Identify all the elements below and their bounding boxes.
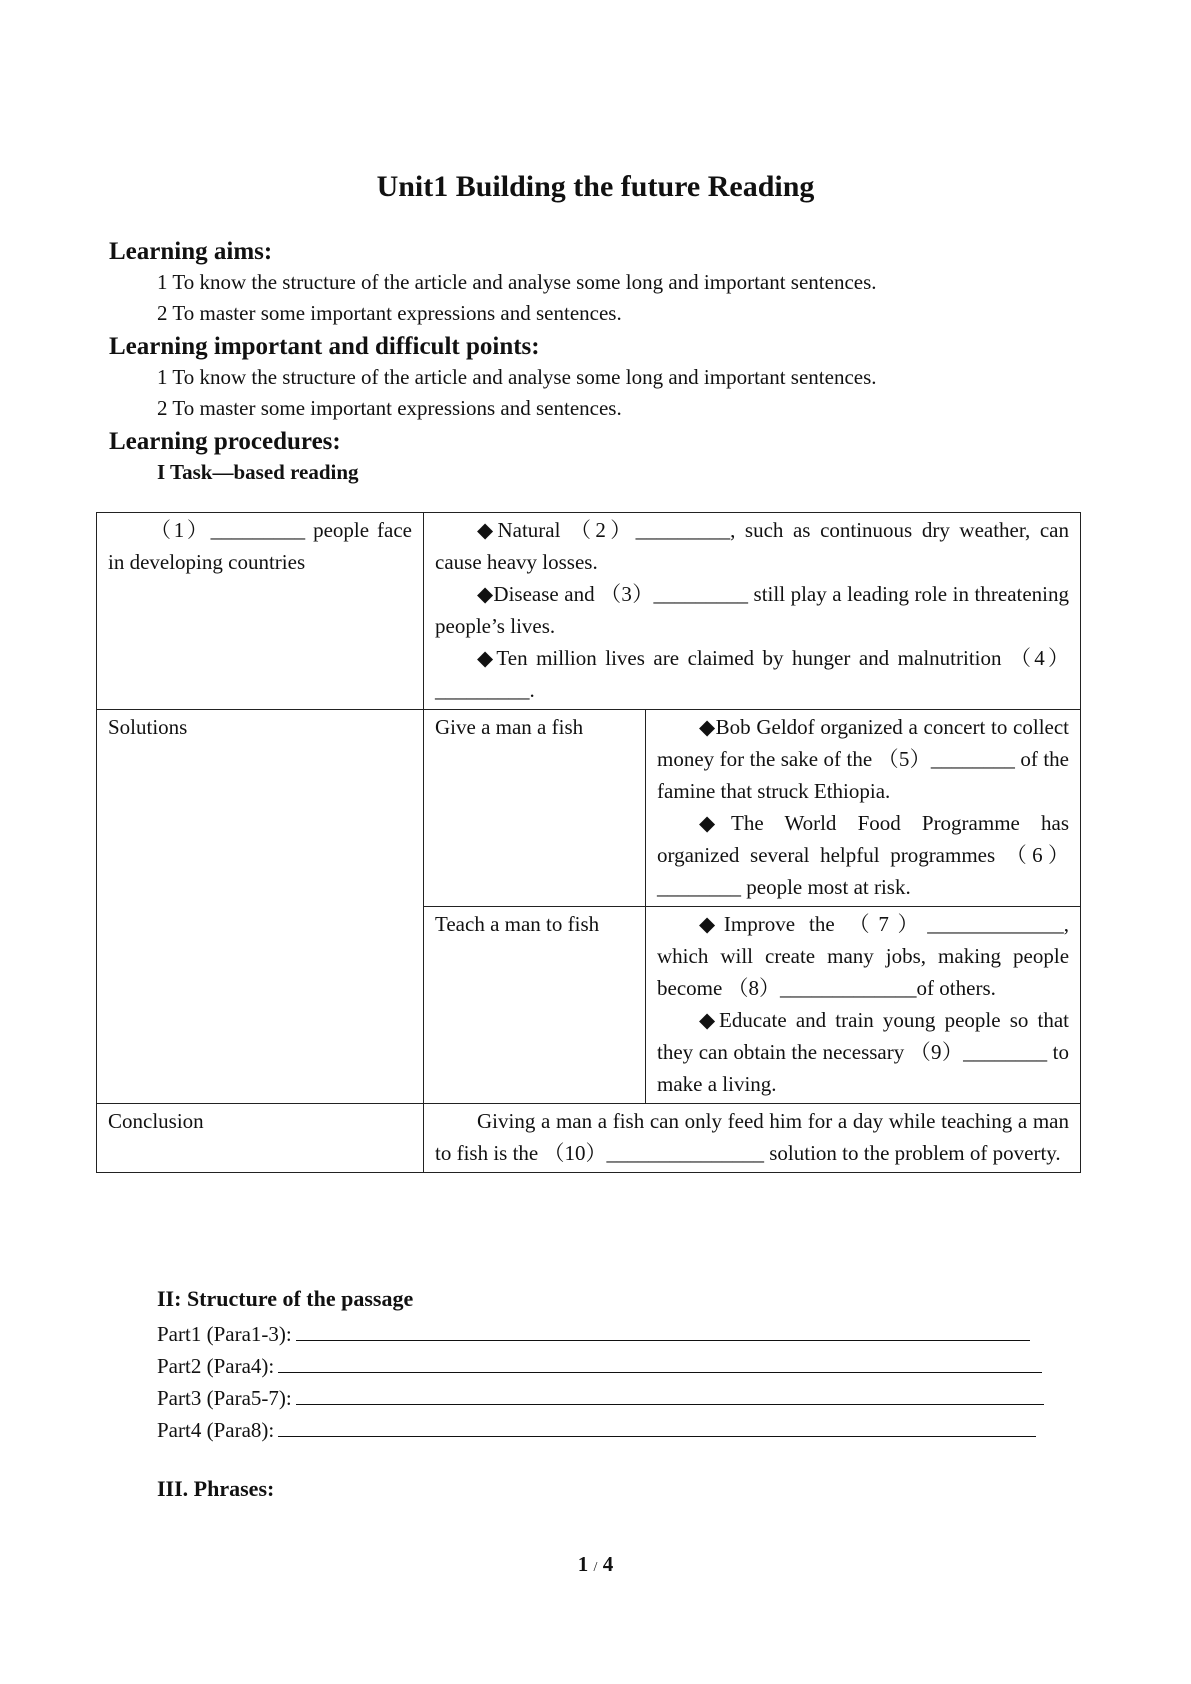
fish-bullet-2: ◆The World Food Programme has organized several helpful programmes （6）________ people most at risk.: [657, 811, 1070, 899]
phrases-heading: III. Phrases:: [157, 1476, 275, 1501]
structure-part-2: [157, 1350, 1042, 1379]
part-4-answer-line[interactable]: [278, 1414, 1036, 1437]
teach-fish-details-cell: [646, 907, 1081, 1104]
page-separator: /: [593, 1560, 598, 1575]
task-reading-table: [96, 512, 1081, 1173]
problems-cell: （1）_________ people face in developing countries: [97, 513, 424, 710]
part-4-label: Part4 (Para8):: [157, 1418, 275, 1442]
teach-bullet-1: ◆Improve the （7）_____________, which will create many jobs, making people become （8）_____________of others.: [657, 912, 1070, 1000]
key-point-1: 1 To know the structure of the article and analyse some long and important sentences.: [157, 365, 877, 389]
problem-bullet-3: ◆Ten million lives are claimed by hunger and malnutrition （4）_________.: [435, 646, 1070, 702]
table-row-solutions: [97, 710, 1081, 907]
structure-part-4: [157, 1414, 1036, 1443]
structure-heading: II: Structure of the passage: [157, 1286, 414, 1311]
give-fish-details-cell: [646, 710, 1081, 907]
table-row-conclusion: [97, 1104, 1081, 1173]
learning-aim-2: 2 To master some important expressions and sentences.: [157, 301, 622, 325]
part-3-answer-line[interactable]: [296, 1382, 1044, 1405]
conclusion-cell: Conclusion: [97, 1104, 424, 1173]
page-total: 4: [602, 1552, 614, 1576]
page-number: [0, 1552, 1191, 1577]
task-reading-heading: I Task—based reading: [157, 460, 359, 484]
table-row-problems: [97, 513, 1081, 710]
structure-part-1: [157, 1318, 1030, 1347]
structure-part-3: [157, 1382, 1044, 1411]
page-current: 1: [577, 1552, 589, 1576]
teach-fish-cell: Teach a man to fish: [424, 907, 646, 1104]
part-3-label: Part3 (Para5-7):: [157, 1386, 292, 1410]
page-title: Unit1 Building the future Reading: [376, 170, 815, 203]
part-2-label: Part2 (Para4):: [157, 1354, 275, 1378]
problem-bullet-2: ◆Disease and （3）_________ still play a leading role in threatening people’s lives.: [435, 582, 1070, 638]
teach-bullet-2: ◆Educate and train young people so that they can obtain the necessary （9）________ to make a living.: [657, 1008, 1070, 1096]
key-point-2: 2 To master some important expressions and sentences.: [157, 396, 622, 420]
part-1-label: Part1 (Para1-3):: [157, 1322, 292, 1346]
problem-bullet-1: ◆Natural （2）_________, such as continuous dry weather, can cause heavy losses.: [435, 518, 1070, 574]
learning-aim-1: 1 To know the structure of the article and analyse some long and important sentences.: [157, 270, 877, 294]
fish-bullet-1: ◆Bob Geldof organized a concert to collect money for the sake of the （5）________ of the famine that struck Ethiopia.: [657, 715, 1070, 803]
give-fish-cell: Give a man a fish: [424, 710, 646, 907]
problems-details-cell: [424, 513, 1081, 710]
key-points-heading: Learning important and difficult points:: [109, 333, 540, 360]
solutions-cell: Solutions: [97, 710, 424, 1104]
part-2-answer-line[interactable]: [278, 1350, 1042, 1373]
conclusion-details-cell: Giving a man a fish can only feed him for a day while teaching a man to fish is the （10）_______________ solution to the problem of poverty.: [424, 1104, 1081, 1173]
part-1-answer-line[interactable]: [296, 1318, 1030, 1341]
procedures-heading: Learning procedures:: [109, 428, 341, 455]
learning-aims-heading: Learning aims:: [109, 238, 273, 265]
